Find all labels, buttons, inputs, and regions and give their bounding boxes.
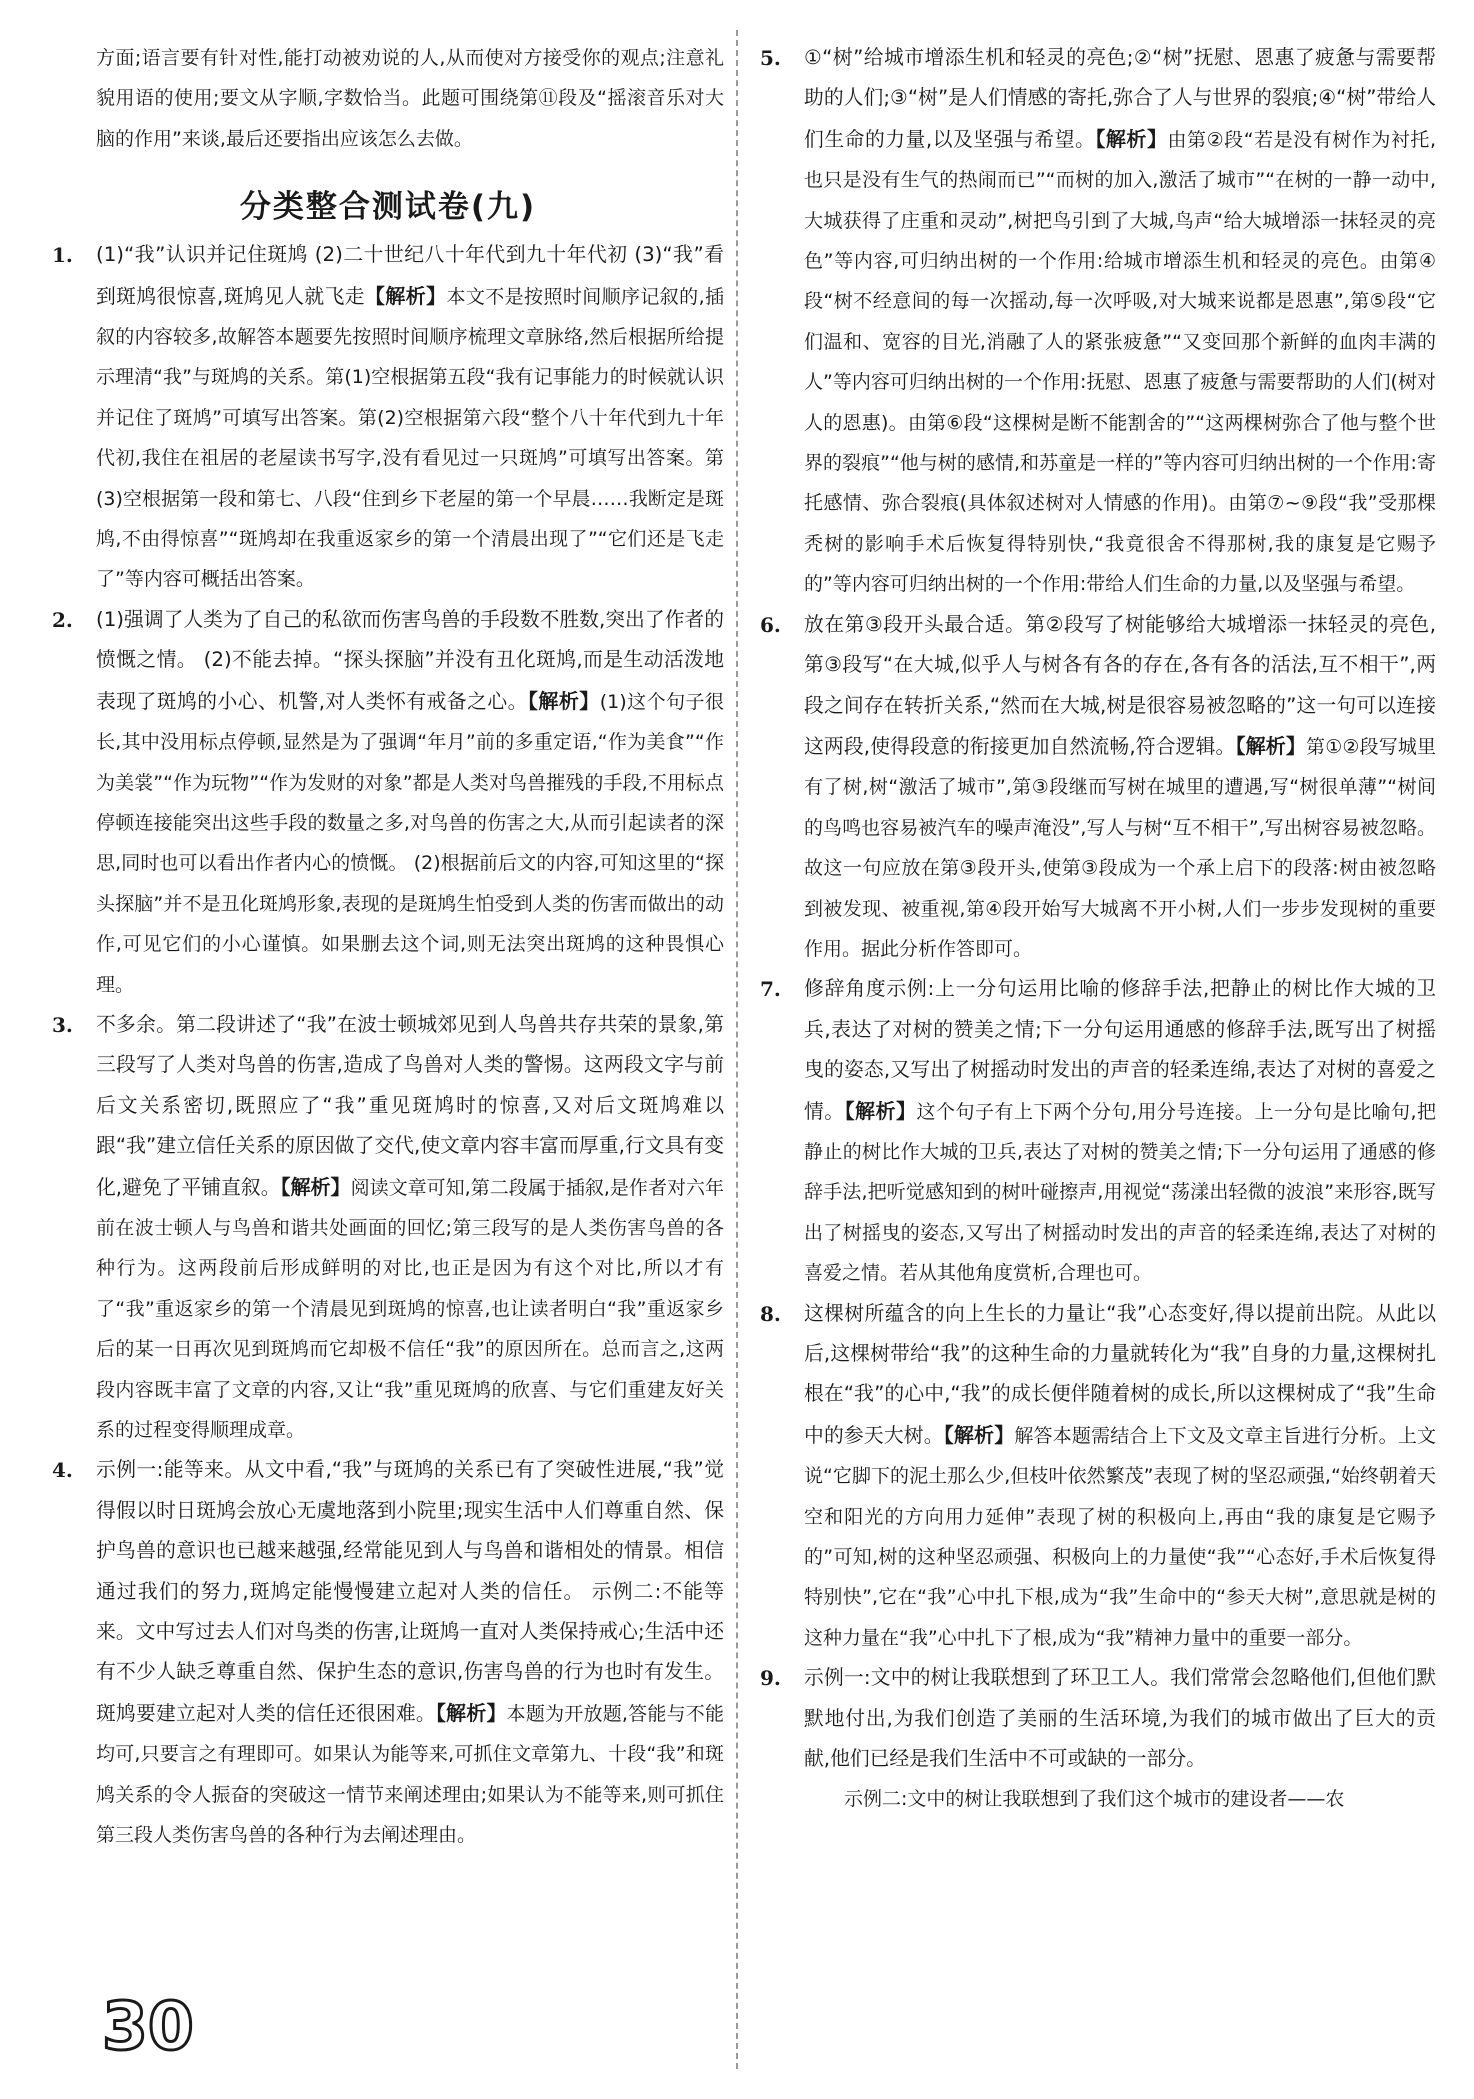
- right-column: [760, 38, 1436, 1820]
- analysis-text: 第①②段写城里有了树,树“激活了城市”,第③段继而写树在城里的遭遇,写“树很单薄”“树间的鸟鸣也容易被汽车的噪声淹没”,写人与树“互不相干”,写出树容易被忽略。故这一句应放在第③段开头,使第③段成为一个承上启下的段落:树由被忽略到被发现、被重视,第④段开始写大城离不开小树,人们一步步发现树的重要作用。据此分析作答即可。: [804, 735, 1437, 960]
- item-number: 4.: [52, 1458, 73, 1483]
- analysis-label: 【解析】: [280, 1174, 351, 1199]
- answer-text: ①“树”给城市增添生机和轻灵的亮色;②“树”抚慰、恩惠了疲惫与需要帮助的人们;③“树”是人们情感的寄托,弥合了人与世界的裂痕;④“树”带给人们生命的力量,以及坚强与希望。: [804, 46, 1436, 151]
- answer-text: 修辞角度示例:上一分句运用比喻的修辞手法,把静止的树比作大城的卫兵,表达了对树的赞美之情;下一分句运用通感的修辞手法,既写出了树摇曳的姿态,又写出了树摇动时发出的声音的轻柔连绵,表达了对树的喜爱之情。: [804, 977, 1436, 1123]
- answer-text: 不多余。第二段讲述了“我”在波士顿城郊见到人鸟兽共存共荣的景象,第三段写了人类对鸟兽的伤害,造成了鸟兽对人类的警惕。这两段文字与前后文关系密切,既照应了“我”重见斑鸠时的惊喜,又对后文斑鸠难以跟“我”建立信任关系的原因做了交代,使文章内容丰富而厚重,行文具有变化,避免了平铺直叙。: [96, 1012, 724, 1199]
- column-divider: [736, 30, 738, 2069]
- answer-text: 放在第③段开头最合适。第②段写了树能够给大城增添一抹轻灵的亮色,第③段写“在大城,似乎人与树各有各的存在,各有各的活法,互不相干”,两段之间存在转折关系,“然而在大城,树是很容易被忽略的”这一句可以连接这两段,使得段意的衔接更加自然流畅,符合逻辑。: [804, 612, 1436, 758]
- answer-text: 这棵树所蕴含的向上生长的力量让“我”心态变好,得以提前出院。从此以后,这棵树带给“我”的这种生命的力量就转化为“我”自身的力量,这棵树扎根在“我”的心中,“我”的成长便伴随着树的成长,所以这棵树成了“我”生命中的参天大树。: [804, 1301, 1436, 1447]
- analysis-text: 阅读文章可知,第二段属于插叙,是作者对六年前在波士顿人与鸟兽和谐共处画面的回忆;第三段写的是人类伤害鸟兽的各种行为。这两段前后形成鲜明的对比,也正是因为有这个对比,所以才有了“我”重返家乡的第一个清晨见到斑鸠的惊喜,也让读者明白“我”重返家乡后的某一日再次见到斑鸠而它却极不信任“我”的原因所在。总而言之,这两段内容既丰富了文章的内容,又让“我”重见斑鸠的欣喜、与它们重建友好关系的过程变得顺理成章。: [96, 1176, 724, 1441]
- answer-item-8: [760, 1294, 1436, 1659]
- analysis-text: (1)这个句子很长,其中没用标点停顿,显然是为了强调“年月”前的多重定语,“作为美食”“作为美裳”“作为玩物”“作为发财的对象”都是人类对鸟兽摧残的手段,不用标点停顿连接能突出这些手段的数量之多,对鸟兽的伤害之大,从而引起读者的深思,同时也可以看出作者内心的愤慨。 (2)根据前后文的内容,可知这里的“探头探脑”并不是丑化斑鸠形象,表现的是斑鸠生怕受到人类的伤害而做出的动作,可见它们的小心谨慎。如果删去这个词,则无法突出斑鸠的这种畏惧心理。: [96, 690, 724, 996]
- analysis-text: 本题为开放题,答能与不能均可,只要言之有理即可。如果认为能等来,可抓住文章第九、十段“我”和斑鸠关系的令人振奋的突破这一情节来阐述理由;如果认为不能等来,则可抓住第三段人类伤害鸟兽的各种行为去阐述理由。: [96, 1702, 725, 1847]
- item-number: 5.: [760, 46, 781, 70]
- analysis-label: 【解析】: [435, 1700, 507, 1725]
- answer-item-7: [760, 969, 1436, 1293]
- item-number: 6.: [760, 612, 781, 637]
- item-number: 9.: [760, 1666, 781, 1691]
- answer-tail-text: 示例二:文中的树让我联想到了我们这个城市的建设者——农: [844, 1788, 1345, 1811]
- answer-item-9: [760, 1658, 1436, 1820]
- item-number: 2.: [52, 607, 73, 632]
- answer-item-6: [760, 605, 1436, 970]
- page-number: 30: [102, 1988, 194, 2065]
- analysis-label: 【解析】: [527, 688, 600, 713]
- analysis-text: 这个句子有上下两个分句,用分号连接。上一分句是比喻句,把静止的树比作大城的卫兵,表达了对树的赞美之情;下一分句运用了通感的修辞手法,把听觉感知到的树叶碰擦声,用视觉“荡漾出轻微的波浪”来形容,既写出了树摇曳的姿态,又写出了树摇动时发出的声音的轻柔连绵,表达了对树的喜爱之情。若从其他角度赏析,合理也可。: [804, 1100, 1436, 1285]
- answer-text: (1)“我”认识并记住斑鸠 (2)二十世纪八十年代到九十年代初 (3)“我”看到斑鸠很惊喜,斑鸠见人就飞走: [96, 243, 724, 308]
- analysis-label: 【解析】: [364, 283, 447, 308]
- answer-item-4: [52, 1450, 724, 1855]
- item-number: 7.: [760, 977, 781, 1002]
- answer-item-3: [52, 1005, 724, 1450]
- left-column: [52, 38, 724, 1855]
- item-number: 1.: [52, 243, 73, 268]
- analysis-label: 【解析】: [844, 1098, 917, 1123]
- analysis-text: 解答本题需结合上下文及文章主旨进行分析。上文说“它脚下的泥土那么少,但枝叶依然繁茂”表现了树的坚忍顽强,“始终朝着天空和阳光的方向用力延伸”表现了树的积极向上,再由“我的康复是它赐予的”可知,树的这种坚忍顽强、积极向上的力量使“我”“心态好,手术后恢复得特别快”,它在“我”心中扎下根,成为“我”生命中的“参天大树”,意思就是树的这种力量在“我”心中扎下了根,成为“我”精神力量中的重要一部分。: [804, 1424, 1436, 1649]
- answer-item-5: [760, 38, 1436, 605]
- answer-text: (1)强调了人类为了自己的私欲而伤害鸟兽的手段数不胜数,突出了作者的愤慨之情。 (2)不能去掉。“探头探脑”并没有丑化斑鸠,而是生动活泼地表现了斑鸠的小心、机警,对人类怀有戒备之心。: [96, 607, 724, 713]
- intro-paragraph: 方面;语言要有针对性,能打动被劝说的人,从而使对方接受你的观点;注意礼貌用语的使用;要文从字顺,字数恰当。此题可围绕第⑪段及“摇滚音乐对大脑的作用”来谈,最后还要指出应该怎么去做。: [96, 47, 724, 150]
- analysis-label: 【解析】: [943, 1422, 1015, 1447]
- item-number: 3.: [52, 1012, 73, 1037]
- section-heading: 分类整合测试卷(九): [239, 189, 537, 226]
- answer-text: 示例一:能等来。从文中看,“我”与斑鸠的关系已有了突破性进展,“我”觉得假以时日斑鸠会放心无虞地落到小院里;现实生活中人们尊重自然、保护鸟兽的意识也已越来越强,经常能见到人与鸟兽和谐相处的情景。相信通过我们的努力,斑鸠定能慢慢建立起对人类的信任。 示例二:不能等来。文中写过去人们对鸟类的伤害,让斑鸠一直对人类保持戒心;生活中还有不少人缺乏尊重自然、保护生态的意识,伤害鸟兽的行为也时有发生。斑鸠要建立起对人类的信任还很困难。: [96, 1458, 724, 1725]
- item-number: 8.: [760, 1301, 781, 1326]
- analysis-text: 本文不是按照时间顺序记叙的,插叙的内容较多,故解答本题要先按照时间顺序梳理文章脉络,然后根据所给提示理清“我”与斑鸠的关系。第(1)空根据第五段“我有记事能力的时候就认识并记住了斑鸠”可填写出答案。第(2)空根据第六段“整个八十年代到九十年代初,我住在祖居的老屋读书写字,没有看见过一只斑鸠”可填写出答案。第(3)空根据第一段和第七、八段“住到乡下老屋的第一个早晨……我断定是斑鸠,不由得惊喜”“斑鸠却在我重返家乡的第一个清晨出现了”“它们还是飞走了”等内容可概括出答案。: [96, 285, 724, 591]
- analysis-text: 由第②段“若是没有树作为衬托,也只是没有生气的热闹而已”“而树的加入,激活了城市”“在树的一静一动中,大城获得了庄重和灵动”,树把鸟引到了大城,鸟声“给大城增添一抹轻灵的亮色”等内容,可归纳出树的一个作用:给城市增添生机和轻灵的亮色。由第④段“树不经意间的每一次摇动,每一次呼吸,对大城来说都是恩惠”,第⑤段“它们温和、宽容的目光,消融了人的紧张疲惫”“又变回那个新鲜的血肉丰满的人”等内容可归纳出树的一个作用:抚慰、恩惠了疲惫与需要帮助的人们(树对人的恩惠)。由第⑥段“这棵树是断不能割舍的”“这两棵树弥合了他与整个世界的裂痕”“他与树的感情,和苏童是一样的”等内容可归纳出树的一个作用:寄托感情、弥合裂痕(具体叙述树对人情感的作用)。由第⑦~⑨段“我”受那棵秃树的影响手术后恢复得特别快,“我竟很舍不得那树,我的康复是它赐予的”等内容可归纳出树的一个作用:带给人们生命的力量,以及坚强与希望。: [804, 128, 1437, 596]
- analysis-label: 【解析】: [1235, 733, 1307, 758]
- answer-item-1: [52, 235, 724, 600]
- answer-text: 示例一:文中的树让我联想到了环卫工人。我们常常会忽略他们,但他们默默地付出,为我们创造了美丽的生活环境,为我们的城市做出了巨大的贡献,他们已经是我们生活中不可或缺的一部分。: [804, 1666, 1436, 1771]
- analysis-label: 【解析】: [1095, 126, 1168, 151]
- answer-item-2: [52, 600, 724, 1005]
